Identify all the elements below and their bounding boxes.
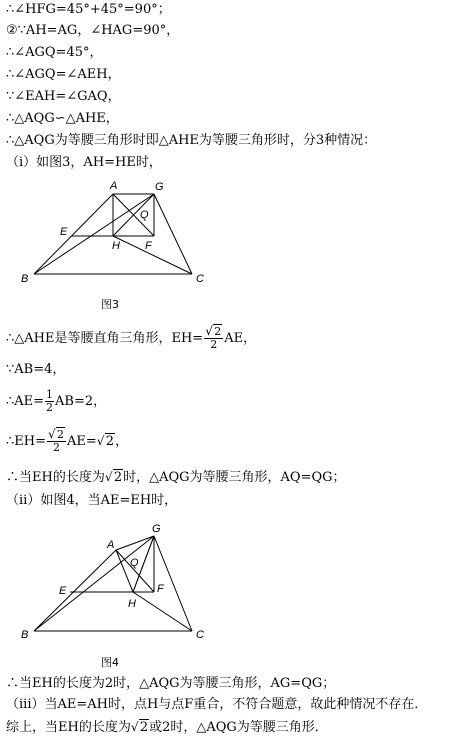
- frac-sqrt2-over-2-b: [47, 429, 66, 454]
- figure-3-diagram: [18, 176, 218, 288]
- figure-4-caption: 图4: [101, 656, 119, 669]
- fig3-label-A: A: [110, 180, 118, 192]
- text-line-14: （ii）如图4，当AE=EH时，: [6, 493, 178, 508]
- figure-4-diagram: [18, 520, 218, 642]
- line11-text-a: ∴AE=: [6, 394, 45, 409]
- line12-text-b: AE=: [67, 434, 97, 449]
- fig3-label-E: E: [60, 226, 68, 238]
- sqrt-radicand-b: 2: [57, 428, 64, 441]
- line11-text-b: AB=2，: [55, 394, 107, 409]
- text-line-1: ∴∠HFG=45°+45°=90°；: [6, 2, 171, 17]
- text-line-12: [6, 427, 128, 457]
- fig3-label-Q: Q: [140, 209, 149, 221]
- text-line-17: [6, 720, 328, 736]
- line17-text-a: 综上，当EH的长度为: [6, 720, 131, 735]
- fig3-label-B: B: [21, 273, 29, 285]
- sqrt-radicand: 2: [214, 325, 222, 338]
- fig4-label-E: E: [59, 585, 67, 597]
- text-line-9: [6, 324, 256, 354]
- line12-text-a: ∴EH=: [6, 434, 46, 449]
- frac-denominator: 2: [210, 338, 218, 351]
- fig4-label-A: A: [107, 539, 115, 551]
- sqrt-2-value-c: 2: [139, 720, 149, 735]
- line17-text-b: 或2时，△AQG为等腰三角形．: [149, 720, 328, 735]
- fig4-label-C: C: [196, 629, 204, 641]
- text-line-7: ∴△AQG为等腰三角形时即△AHE为等腰三角形时，分3种情况：: [6, 133, 377, 148]
- text-line-3: ∴∠AGQ=45°，: [6, 45, 103, 60]
- fig4-label-H: H: [128, 598, 136, 610]
- half-denominator: 2: [46, 401, 54, 414]
- fig3-label-G: G: [155, 181, 164, 193]
- text-line-4: ∴∠AGQ=∠AEH，: [6, 67, 121, 82]
- line13-text-a: ∴当EH的长度为: [6, 470, 105, 485]
- text-line-16: （iii）当AE=AH时，点H与点F重合，不符合题意，故此种情况不存在．: [6, 697, 428, 712]
- text-line-15: ∴当EH的长度为2时，△AQG为等腰三角形，AG=QG；: [6, 676, 336, 691]
- fig4-label-B: B: [21, 629, 29, 641]
- text-line-11: [6, 387, 106, 417]
- line12-text-c: ，: [115, 434, 129, 449]
- text-line-5: ∵∠EAH=∠GAQ，: [6, 89, 121, 104]
- fig3-label-F: F: [145, 240, 152, 252]
- line13-text-b: 时，△AQG为等腰三角形，AQ=QG；: [123, 470, 346, 485]
- fig4-label-Q: Q: [130, 557, 139, 569]
- fig4-label-F: F: [157, 583, 164, 595]
- sqrt-2-value-b: 2: [113, 470, 123, 485]
- text-line-8: （i）如图3，AH=HE时，: [6, 155, 162, 170]
- line9-text-b: AE，: [224, 331, 257, 346]
- frac-one-half: [45, 389, 54, 414]
- text-line-13: [6, 470, 346, 486]
- text-line-2: ②∵AH=AG，∠HAG=90°，: [6, 23, 180, 38]
- fig3-label-C: C: [196, 273, 204, 285]
- text-line-10: ∵AB=4，: [6, 362, 66, 377]
- fig4-label-G: G: [152, 523, 161, 535]
- sqrt-2-value: 2: [105, 434, 115, 449]
- frac-denominator-b: 2: [53, 441, 60, 454]
- text-line-6: ∴△AQG∽△AHE，: [6, 111, 119, 126]
- fig3-label-H: H: [112, 240, 120, 252]
- frac-sqrt2-over-2: [204, 326, 223, 351]
- half-numerator: 1: [46, 388, 54, 401]
- line9-text-a: ∴△AHE是等腰直角三角形，EH=: [6, 331, 204, 346]
- figure-3-caption: 图3: [101, 298, 119, 311]
